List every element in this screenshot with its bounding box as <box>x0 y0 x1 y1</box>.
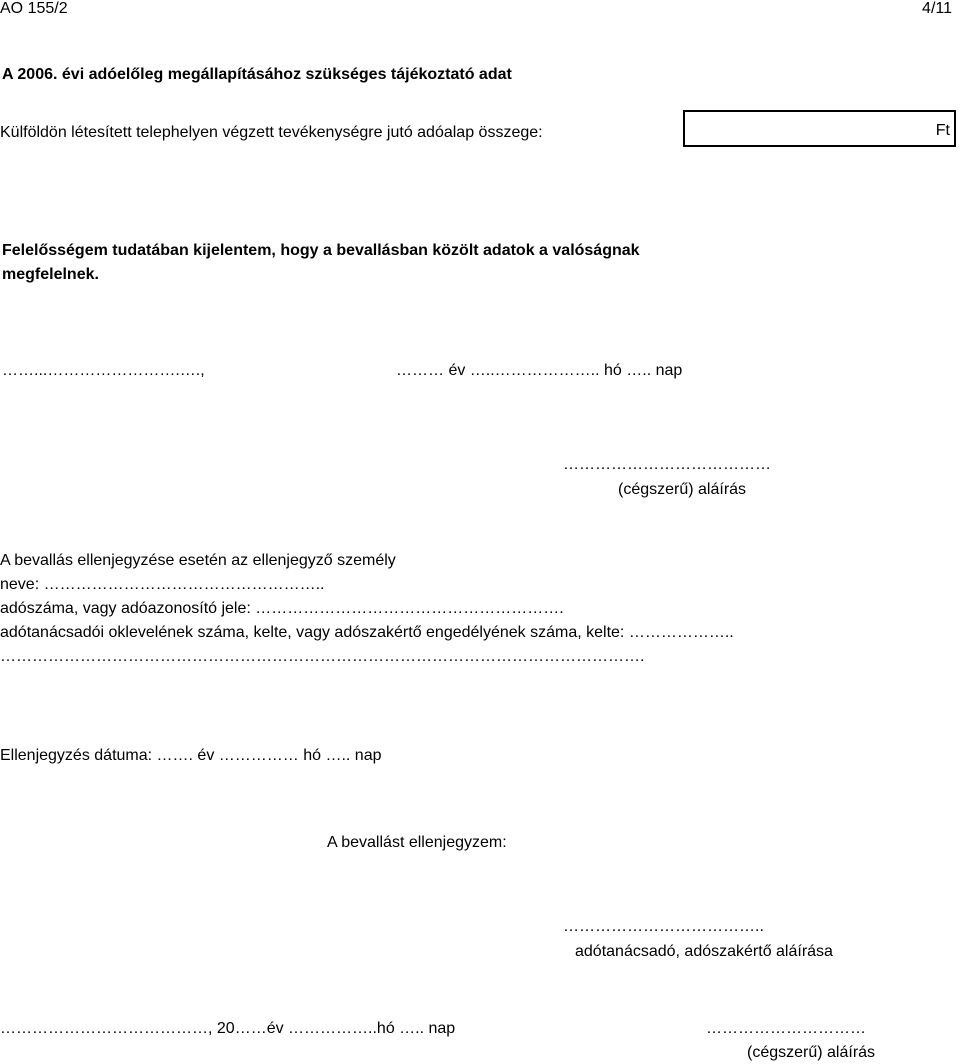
company-signature-label: (cégszerű) aláírás <box>618 481 747 498</box>
advisor-signature-line: ……………………………….. <box>563 918 764 935</box>
tax-base-label: Külföldön létesített telephelyen végzett tevékenységre jutó adóalap összege: <box>0 124 543 141</box>
footer-date-field: …………………………………, 20……év ……………..hó ….. nap <box>0 1020 456 1037</box>
page-number: 4/11 <box>922 0 952 17</box>
countersign-date-field: Ellenjegyzés dátuma: ……. év …………… hó ….. nap <box>0 747 382 764</box>
company-signature-line: ………………………………… <box>563 456 771 473</box>
currency-unit: Ft <box>935 122 950 139</box>
date-field: ……… év …..……………….. hó ….. nap <box>396 362 683 379</box>
advisor-signature-label: adótanácsadó, adószakértő aláírása <box>575 943 833 960</box>
declaration-line-2: megfelelnek. <box>2 266 99 283</box>
countersigner-tax-id-field: adószáma, vagy adóazonosító jele: …………………………………………………. <box>0 600 564 617</box>
tax-base-amount-field[interactable] <box>683 110 956 147</box>
countersigner-license-continuation: …………………………………………………………………………………………………………. <box>0 648 645 665</box>
countersigner-license-field: adótanácsadói oklevelének száma, kelte, vagy adószakértő engedélyének száma, kelte: ……………….. <box>0 624 734 641</box>
countersign-intro: A bevallás ellenjegyzése esetén az ellenjegyző személy <box>0 552 396 569</box>
form-code: AO 155/2 <box>0 0 68 17</box>
countersign-statement: A bevallást ellenjegyzem: <box>327 834 507 851</box>
countersigner-name-field: neve: …………………………………………….. <box>0 576 325 593</box>
declaration-line-1: Felelősségem tudatában kijelentem, hogy a bevallásban közölt adatok a valóságnak <box>2 242 640 259</box>
footer-signature-label: (cégszerű) aláírás <box>747 1044 876 1061</box>
place-field: ……...…………………….…., <box>2 362 205 379</box>
footer-signature-line: ………………………… <box>706 1020 866 1037</box>
section-title: A 2006. évi adóelőleg megállapításához szükséges tájékoztató adat <box>2 66 512 83</box>
